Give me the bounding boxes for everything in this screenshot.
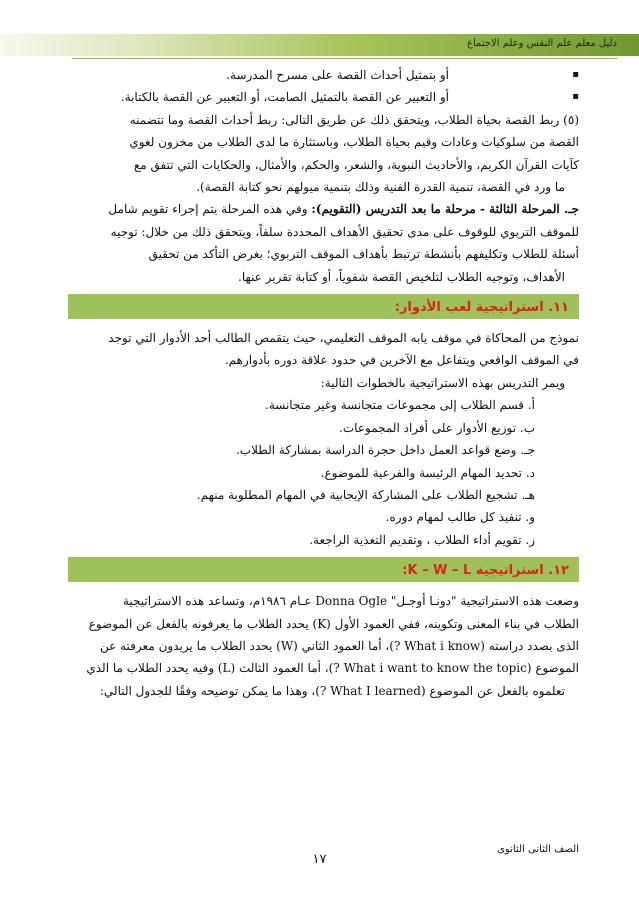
paragraph-line: نموذج من المحاكاة في موقف يابه الموقف التعليمي، حيث يتقمص الطالب أحد الأدوار التي توجد — [108, 331, 579, 346]
section-bar-12 — [68, 557, 579, 582]
step-item: ز. تقويم أداء الطلاب ، وتقديم التغذية الراجعة. — [309, 532, 535, 547]
step-item: ب. توزيع الأدوار على أفراد المجموعات. — [339, 420, 535, 435]
paragraph-line: في الموقف الواقعي ويتفاعل مع الآخرين في حدود علاقة دوره بأدوارهم. — [224, 353, 579, 368]
stage-heading: جـ. المرحلة الثالثة - مرحلة ما بعد التدريس (التقويم): — [311, 202, 579, 217]
paragraph-line: القصة من سلوكيات وعادات وقيم بحياة الطلاب، وباستثارة ما لدى الطلاب من مخزون لغوي — [129, 135, 579, 150]
paragraph-line: (٥) ربط القصة بحياة الطلاب، ويتحقق ذلك عن طريق التالى: ربط أحداث القصة وما تتضمنه — [129, 112, 579, 127]
paragraph-line: ويمر التدريس بهذه الاستراتيجية بالخطوات التالية: — [320, 375, 565, 390]
paragraph-line: الطلاب في بناء المعنى وتكوينه، ففي العمود الأول (K) يحدد الطلاب ما يعرفونه بالفعل عن الموضوع — [88, 616, 579, 631]
paragraph-line: للموقف التربوي للوقوف على مدى تحقيق الأهداف المحددة سلفاً، ويتحقق ذلك من خلال: توجيه — [110, 224, 579, 239]
header-divider — [72, 58, 617, 59]
paragraph-line: كآيات القرآن الكريم، والأحاديث النبوية، والشعر، والحكم، والأمثال، والحكايات التي تتفق مع — [133, 157, 579, 172]
bullet-line: ▪ أو بتمثيل أحداث القصة على مسرح المدرسة. — [68, 64, 579, 86]
bullet-line: ▪ أو التعبير عن القصة بالتمثيل الصامت، أو التعبير عن القصة بالكتابة. — [68, 86, 579, 108]
step-item: هـ. تشجيع الطلاب على المشاركة الإيجابية في المهام المطلوبة منهم. — [196, 487, 535, 502]
header-bar — [0, 34, 639, 56]
paragraph-line: الذى بصدد دراسته (What i know ?)، أما العمود الثاني (W) يحدد الطلاب ما يريدون معرفته عن — [100, 638, 579, 653]
page-number: ١٧ — [312, 852, 327, 867]
paragraph-line: الأهداف، وتوجيه الطلاب لتلخيص القصة شفوياً، أو كتابة تقرير عنها. — [238, 269, 565, 284]
section-title-11: ١١. استراتيجية لعب الأدوار: — [394, 300, 569, 316]
page-content — [68, 64, 579, 702]
section-bar-11 — [68, 294, 579, 319]
step-item: د. تحديد المهام الرئيسة والفرعية للموضوع. — [320, 465, 535, 480]
footer-grade: الصف الثانى الثانوى — [497, 844, 579, 855]
paragraph-line: ما ورد في القصة، تنمية القدرة الفنية وذلك بتنمية ميولهم نحو كتابة القصة). — [196, 180, 565, 195]
paragraph-line: وضعت هذه الاستراتيجية "دونـا أوجـل" Donna Ogle عـام ١٩٨٦م، وتساعد هذه الاستراتيجية — [122, 594, 579, 609]
paragraph-line: أسئلة للطلاب وتكليفهم بأنشطة ترتبط بأهداف الموقف التربوي؛ بغرض التأكد من تحقيق — [148, 247, 579, 262]
paragraph-line: الموضوع (What i want to know the topic ?)، أما العمود الثالث (L) وفيه يحدد الطلاب ما الذي — [86, 661, 579, 676]
step-item: أ. قسم الطلاب إلى مجموعات متجانسة وغير متجانسة. — [265, 398, 535, 413]
header-title: دليل معلم علم النفس وعلم الاجتماع — [467, 38, 617, 49]
stage-text: وفي هذه المرحلة يتم إجراء تقويم شامل — [108, 202, 312, 217]
step-item: جـ. وضع قواعد العمل داخل حجرة الدراسة بمشاركة الطلاب. — [235, 443, 535, 458]
paragraph-line: تعلموه بالفعل عن الموضوع (What I learned ?)، وهذا ما يمكن توضيحه وفقًا للجدول التالي: — [99, 683, 565, 698]
paragraph-line — [68, 198, 579, 220]
section-title-12: ١٢. استراتيجية K – W – L: — [402, 563, 569, 579]
step-item: و. تنفيذ كل طالب لمهام دوره. — [385, 510, 535, 525]
